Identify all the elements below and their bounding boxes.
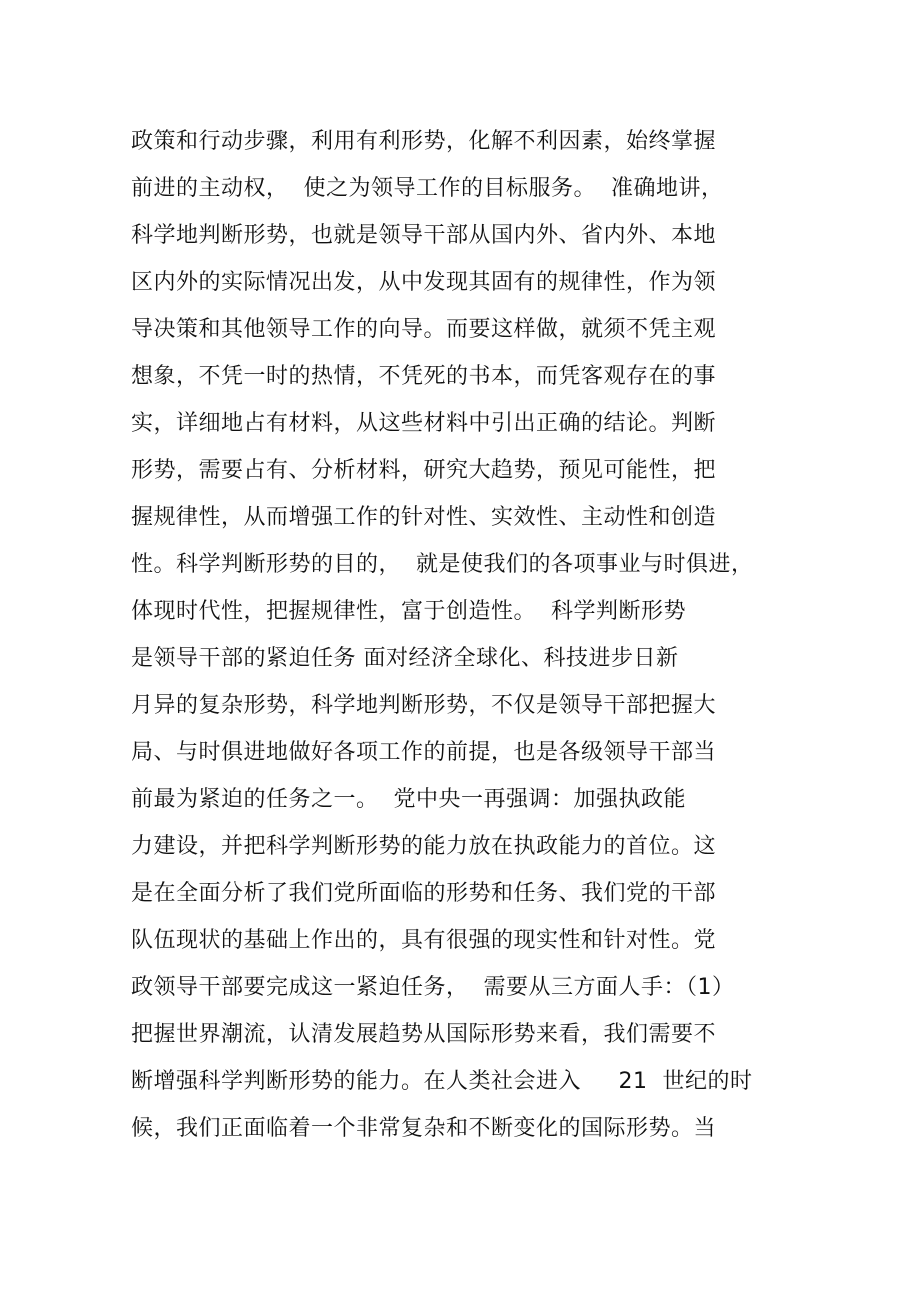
text-line-10: 性。科学判断形势的目的， 就是使我们的各项事业与时俱进， — [131, 552, 754, 577]
text-line-14: 局、与时俱进地做好各项工作的前提，也是各级领导干部当 — [131, 740, 717, 765]
text-line-9: 握规律性，从而增强工作的针对性、实效性、主动性和创造 — [131, 505, 717, 530]
text-line-1: 政策和行动步骤，利用有利形势，化解不利因素，始终掌握 — [131, 129, 717, 154]
text-line-6: 想象，不凭一时的热情，不凭死的书本，而凭客观存在的事 — [131, 364, 717, 389]
text-line-12: 是领导干部的紧迫任务 面对经济全球化、科技进步日新 — [131, 646, 679, 671]
text-line-2: 前进的主动权， 使之为领导工作的目标服务。 准确地讲， — [131, 176, 724, 201]
text-line-16: 力建设，并把科学判断形势的能力放在执政能力的首位。这 — [131, 834, 717, 859]
text-line-4: 区内外的实际情况出发，从中发现其固有的规律性，作为领 — [131, 270, 717, 295]
text-line-22: 候，我们正面临着一个非常复杂和不断变化的国际形势。当 — [131, 1116, 717, 1141]
text-line-5: 导决策和其他领导工作的向导。而要这样做，就须不凭主观 — [131, 317, 717, 342]
text-line-13: 月异的复杂形势，科学地判断形势，不仅是领导干部把握大 — [131, 693, 717, 718]
text-line-3: 科学地判断形势，也就是领导干部从国内外、省内外、本地 — [131, 223, 717, 248]
text-line-21: 断增强科学判断形势的能力。在人类社会进入 21 世纪的时 — [131, 1069, 753, 1094]
text-line-7: 实，详细地占有材料，从这些材料中引出正确的结论。判断 — [131, 411, 717, 436]
body-text — [131, 122, 771, 1156]
text-line-19: 政领导干部要完成这一紧迫任务， 需要从三方面人手：（1） — [131, 975, 735, 1000]
text-line-8: 形势，需要占有、分析材料，研究大趋势，预见可能性，把 — [131, 458, 717, 483]
text-line-11: 体现时代性，把握规律性，富于创造性。 科学判断形势 — [131, 599, 686, 624]
text-line-15: 前最为紧迫的任务之一。 党中央一再强调：加强执政能 — [131, 787, 686, 812]
text-line-17: 是在全面分析了我们党所面临的形势和任务、我们党的干部 — [131, 881, 717, 906]
text-line-18: 队伍现状的基础上作出的，具有很强的现实性和针对性。党 — [131, 928, 717, 953]
text-line-20: 把握世界潮流，认清发展趋势从国际形势来看，我们需要不 — [131, 1022, 717, 1047]
